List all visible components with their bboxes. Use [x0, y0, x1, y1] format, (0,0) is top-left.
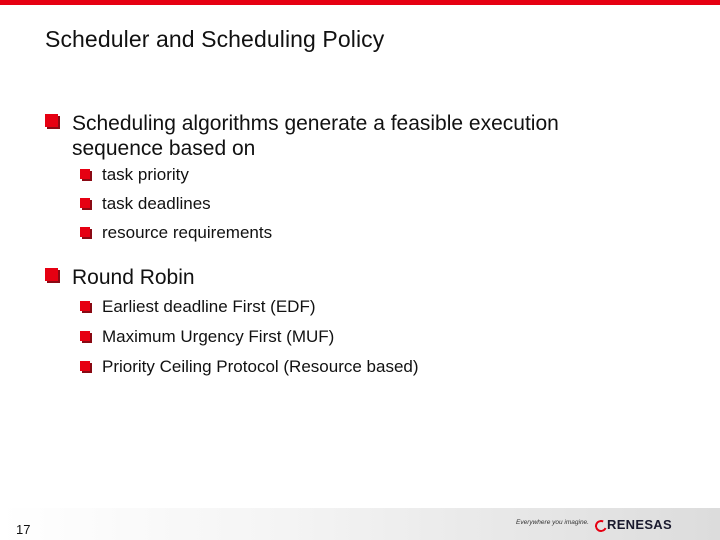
bullet-item [45, 265, 645, 290]
bullet-square-icon [80, 169, 90, 179]
bullet-square-icon [80, 361, 90, 371]
page-number: 17 [16, 522, 31, 537]
sub-bullet-item [80, 165, 640, 185]
bullet-square-icon [80, 198, 90, 208]
bullet-item [45, 111, 645, 161]
logo-text: RENESAS [607, 516, 672, 532]
bullet-square-icon [80, 331, 90, 341]
sub-bullet-text: Maximum Urgency First (MUF) [102, 327, 335, 346]
sub-bullet-text: Earliest deadline First (EDF) [102, 297, 316, 316]
slide-footer [0, 508, 720, 540]
slide-title: Scheduler and Scheduling Policy [45, 26, 385, 52]
bullet-text-line: Round Robin [72, 266, 195, 289]
bullet-square-icon [80, 227, 90, 237]
sub-bullet-item [80, 194, 640, 214]
sub-bullet-text: task priority [102, 165, 189, 184]
sub-bullet-item [80, 357, 640, 377]
sub-bullet-text: task deadlines [102, 194, 211, 213]
sub-bullet-text: resource requirements [102, 223, 273, 242]
bullet-square-icon [45, 114, 58, 127]
bullet-square-icon [45, 268, 58, 281]
sub-bullet-item [80, 223, 640, 243]
sub-bullet-text: Priority Ceiling Protocol (Resource based) [102, 357, 419, 376]
brand-tagline: Everywhere you imagine. [516, 519, 589, 526]
logo-mark-icon [594, 518, 606, 530]
bullet-square-icon [80, 301, 90, 311]
top-accent-bar [0, 0, 720, 5]
bullet-text-line: Scheduling algorithms generate a feasible execution [72, 112, 559, 135]
sub-bullet-item [80, 327, 640, 347]
bullet-text-line: sequence based on [72, 137, 256, 160]
sub-bullet-item [80, 297, 640, 317]
renesas-logo [594, 517, 672, 531]
